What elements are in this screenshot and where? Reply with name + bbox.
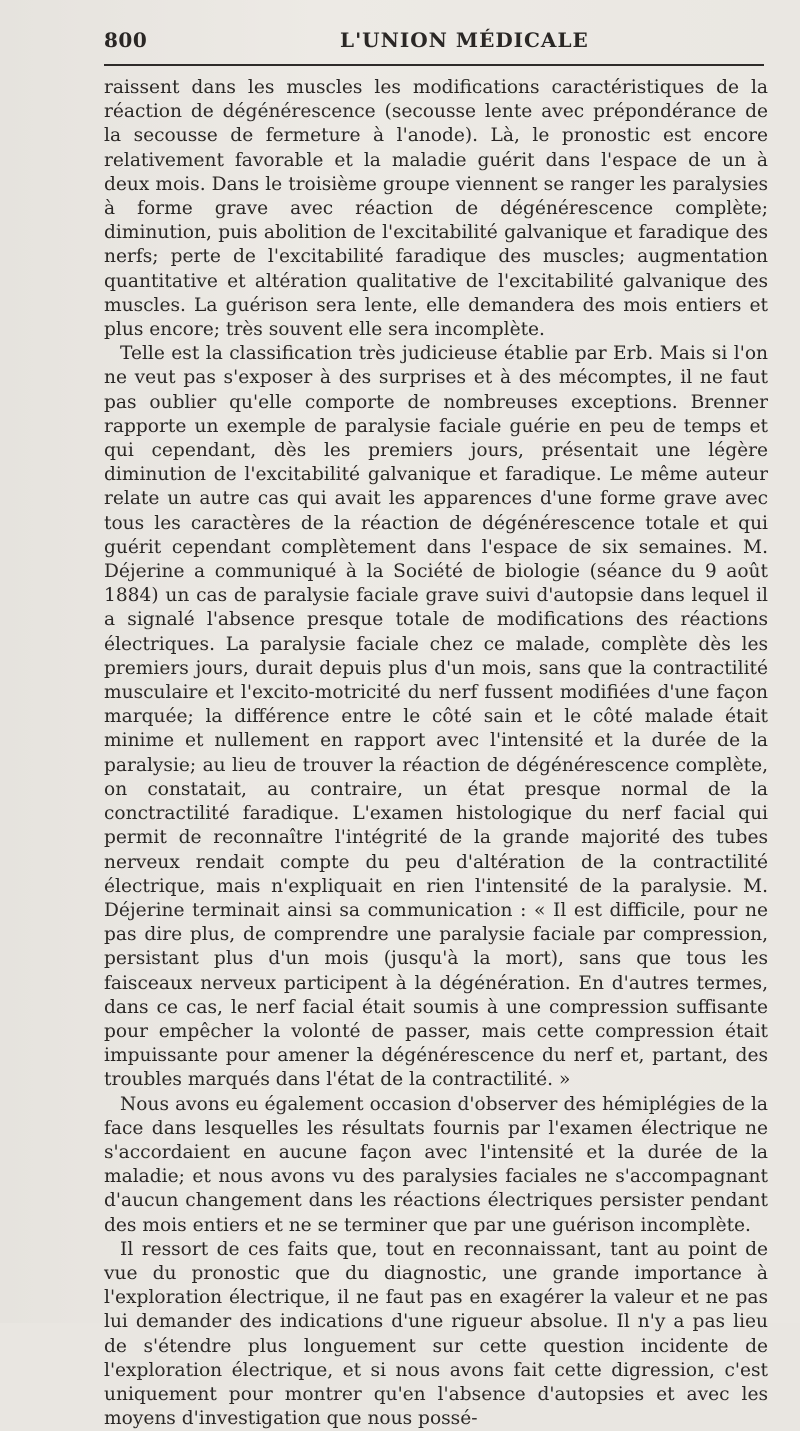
running-title: L'UNION MÉDICALE [340, 28, 589, 52]
paragraph-erb-classification: Telle est la classification très judicieuse établie par Erb. Mais si l'on ne veut pas s'exposer à des surprises et à des mécomptes, il ne faut pas oublier qu'elle comporte de nombreuses exceptions. Brenner rapporte un exemple de paralysie faciale guérie en peu de temps et qui cependant, dès les premiers jours, présentait une légère diminution de l'excitabilité galvanique et faradique. Le même auteur relate un autre cas qui avait les apparences d'une forme grave avec tous les caractères de la réaction de dégénérescence totale et qui guérit cependant complètement dans l'espace de six semaines. M. Déjerine a communiqué à la Société de biologie (séance du 9 août 1884) un cas de paralysie faciale grave suivi d'autopsie dans lequel il a signalé l'absence presque totale de modifications des réactions électriques. La paralysie faciale chez ce malade, complète dès les premiers jours, durait depuis plus d'un mois, sans que la contractilité musculaire et l'excito-motricité du nerf fussent modifiées d'une façon marquée; la différence entre le côté sain et le côté malade était minime et nullement en rapport avec l'intensité et la durée de la paralysie; au lieu de trouver la réaction de dégénérescence complète, on constatait, au contraire, un état presque normal de la conctractilité faradique. L'examen histologique du nerf facial qui permit de reconnaître l'intégrité de la grande majorité des tubes nerveux rendait compte du peu d'altération de la contractilité électrique, mais n'expliquait en rien l'intensité de la paralysie. M. Déjerine terminait ainsi sa communication : « Il est difficile, pour ne pas dire plus, de comprendre une paralysie faciale par compression, persistant plus d'un mois (jusqu'à la mort), sans que tous les faisceaux nerveux participent à la dégénération. En d'autres termes, dans ce cas, le nerf facial était soumis à une compression suffisante pour empêcher la volonté de passer, mais cette compression était impuissante pour amener la dégénérescence du nerf et, partant, des troubles marqués dans l'état de la contractilité. » [104, 343, 768, 1091]
paragraph-hemiplegies: Nous avons eu également occasion d'observer des hémiplégies de la face dans lesquelles les résultats fournis par l'examen électrique ne s'accordaient en aucune façon avec l'intensité et la durée de la maladie; et nous avons vu des paralysies faciales ne s'accompagnant d'aucun changement dans les réactions électriques persister pendant des mois entiers et ne se terminer que par une guérison incomplète. [104, 1093, 768, 1236]
page-number: 800 [104, 28, 148, 52]
body-text [104, 76, 768, 1431]
header-rule [104, 64, 764, 66]
page-header [104, 28, 764, 62]
paragraph-continuation: raissent dans les muscles les modifications caractéristiques de la réaction de dégénérescence (secousse lente avec prépondérance de la secousse de fermeture à l'anode). Là, le pronostic est encore relativement favorable et la maladie guérit dans l'espace de un à deux mois. Dans le troisième groupe viennent se ranger les paralysies à forme grave avec réaction de dégénérescence complète; diminution, puis abolition de l'excitabilité galvanique et faradique des nerfs; perte de l'excitabilité faradique des muscles; augmentation quantitative et altération qualitative de l'excitabilité galvanique des muscles. La guérison sera lente, elle demandera des mois entiers et plus encore; très souvent elle sera incomplète. [104, 77, 768, 341]
paragraph-conclusion: Il ressort de ces faits que, tout en reconnaissant, tant au point de vue du pronostic que du diagnostic, une grande importance à l'exploration électrique, il ne faut pas en exagérer la valeur et ne pas lui demander des indications d'une rigueur absolue. Il n'y a pas lieu de s'étendre plus longuement sur cette question incidente de l'exploration électrique, et si nous avons fait cette digression, c'est uniquement pour montrer qu'en l'absence d'autopsies et avec les moyens d'investigation que nous possé- [104, 1238, 768, 1430]
